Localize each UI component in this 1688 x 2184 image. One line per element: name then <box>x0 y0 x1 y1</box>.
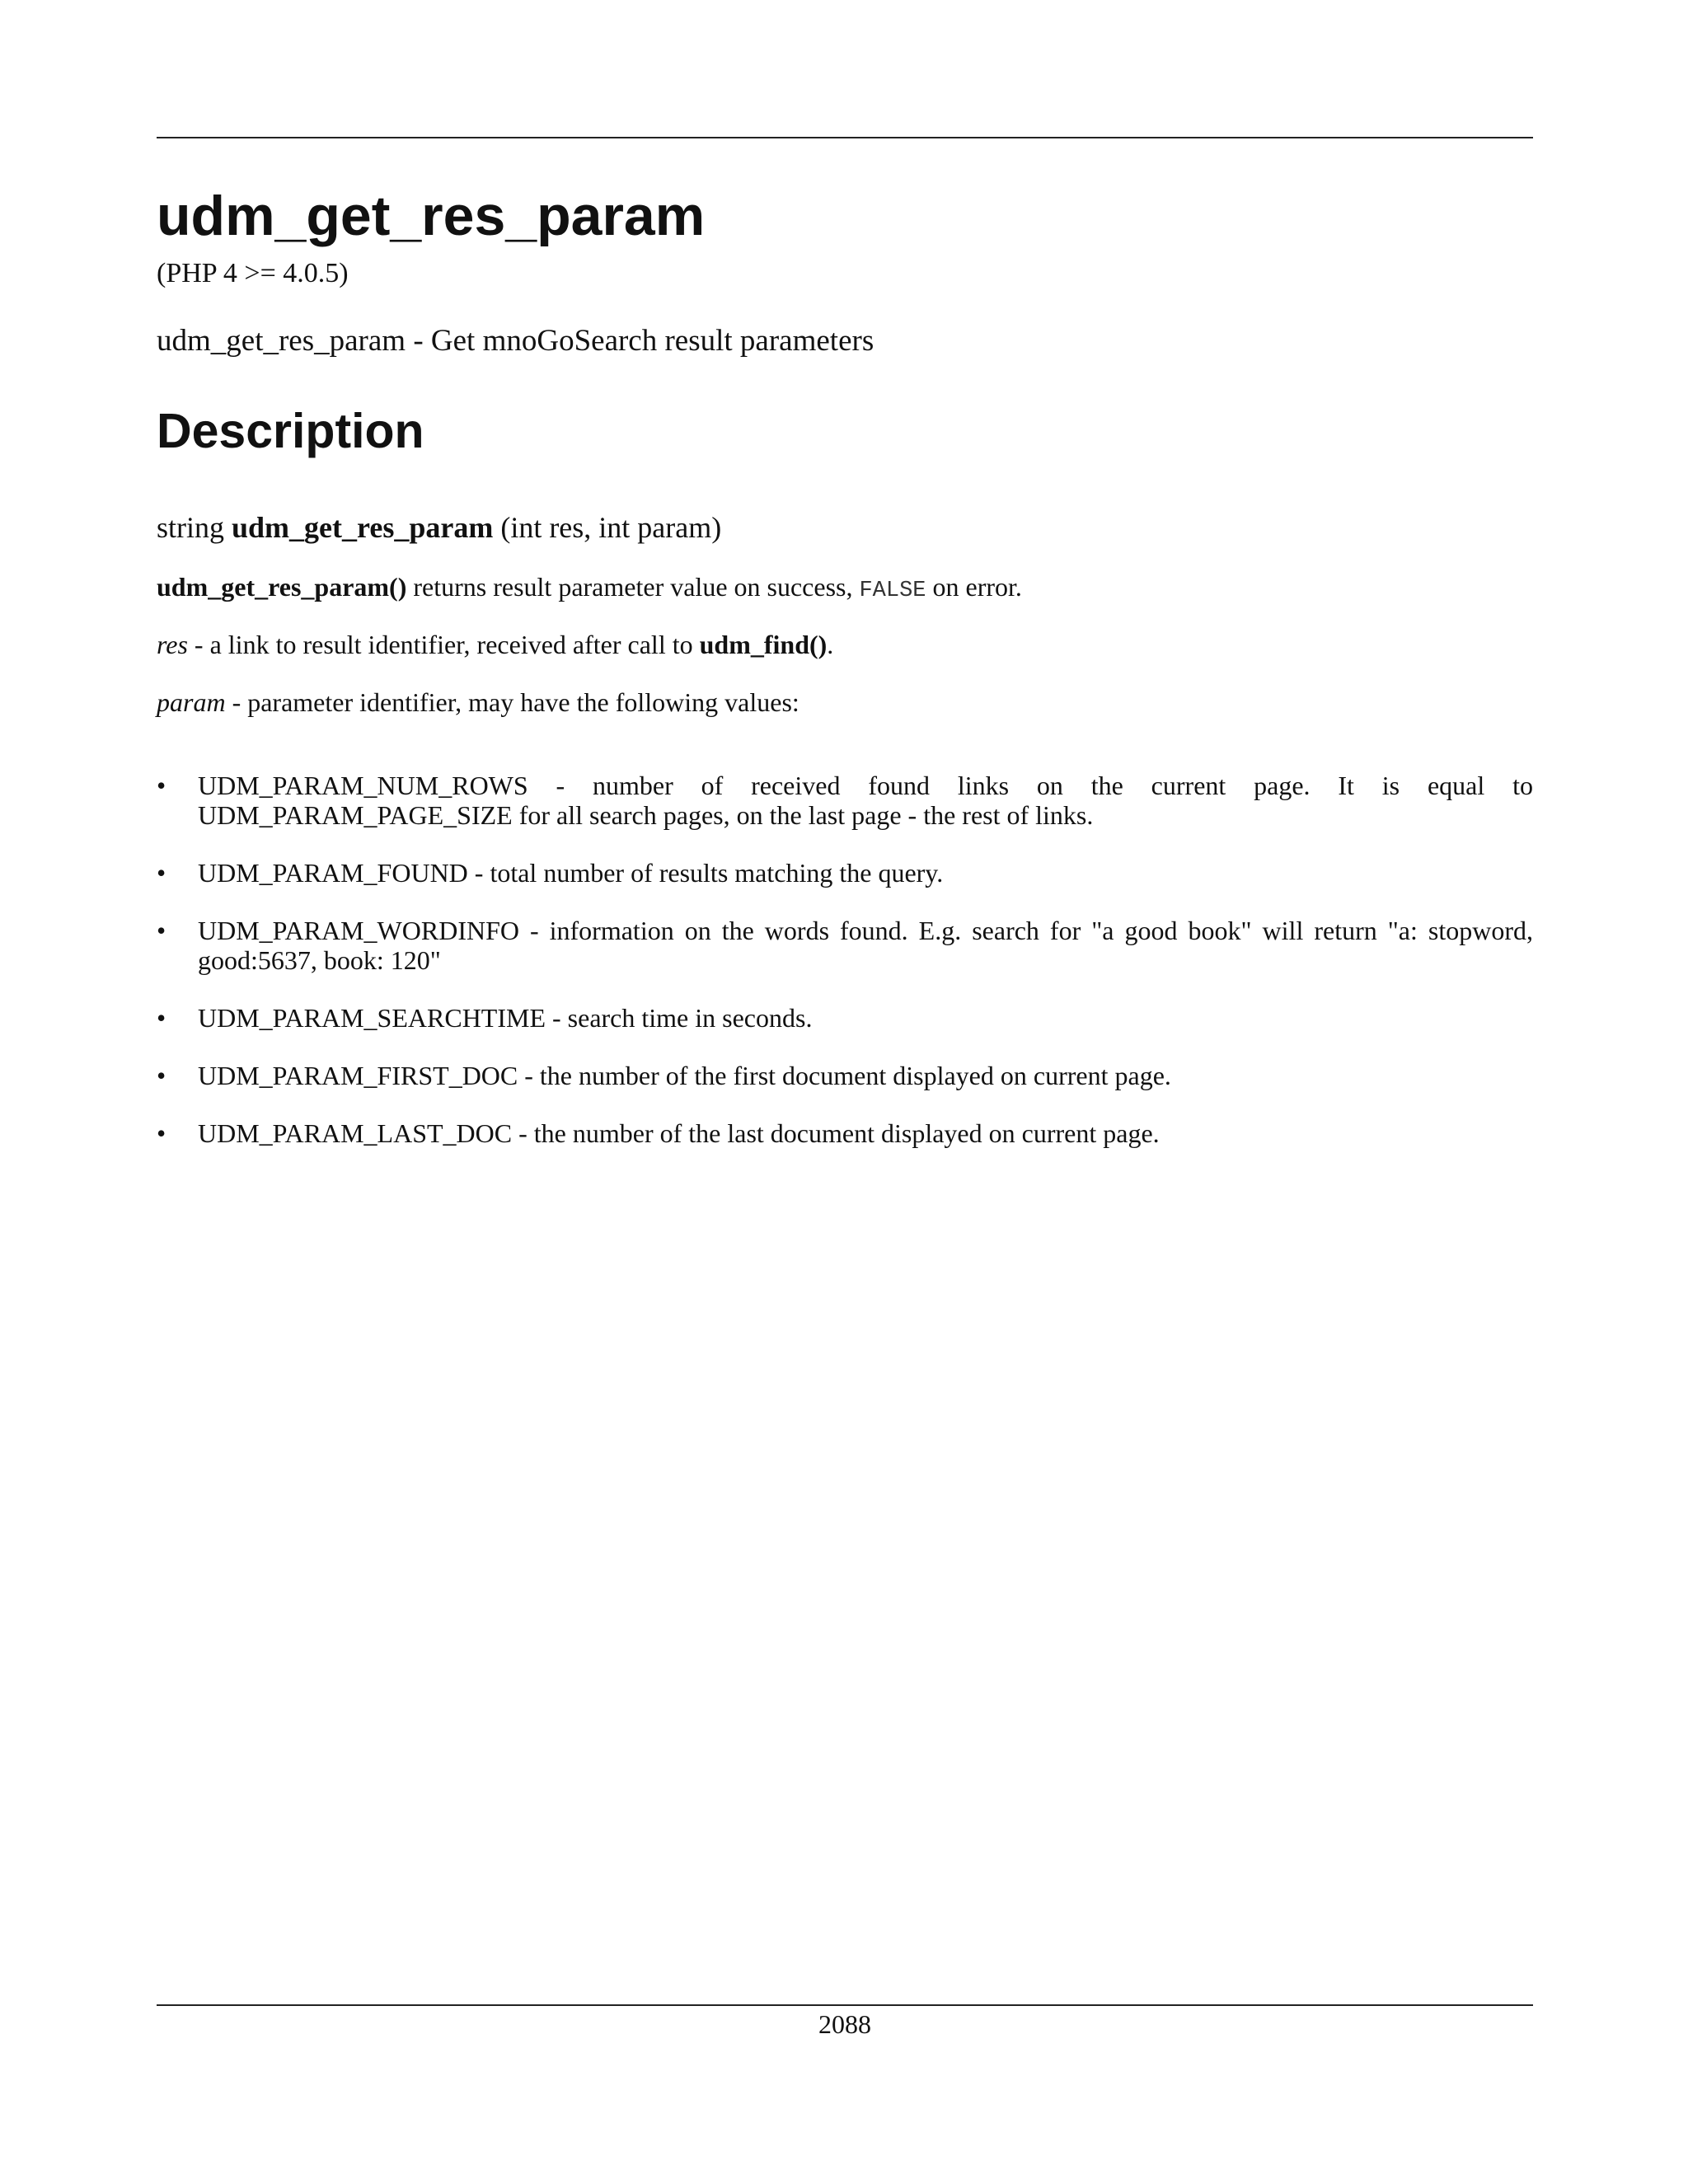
list-item-text: UDM_PARAM_FIRST_DOC - the number of the first document displayed on current page. <box>198 1061 1171 1090</box>
returns-text-after: on error. <box>926 572 1022 602</box>
function-params: (int res, int param) <box>500 511 722 544</box>
param-param-text: - parameter identifier, may have the following values: <box>225 687 799 717</box>
list-item <box>157 916 1533 975</box>
list-item-text: UDM_PARAM_WORDINFO - information on the words found. E.g. search for "a good book" will return "a: stopword, good:5637, book: 120" <box>198 916 1533 975</box>
list-item <box>157 1061 1533 1090</box>
list-item <box>157 771 1533 830</box>
udm-find-link: udm_find() <box>699 630 828 659</box>
bullet-icon: • <box>157 1003 166 1033</box>
list-item-text: UDM_PARAM_SEARCHTIME - search time in seconds. <box>198 1003 813 1033</box>
list-item <box>157 1003 1533 1033</box>
version-info: (PHP 4 >= 4.0.5) <box>157 258 349 288</box>
list-item-text: UDM_PARAM_FOUND - total number of results matching the query. <box>198 858 944 888</box>
return-type: string <box>157 511 225 544</box>
returns-paragraph <box>157 571 1022 604</box>
list-item-text: UDM_PARAM_NUM_ROWS - number of received found links on the current page. It is equal to UDM_PARAM_PAGE_SIZE for all search pages, on the last page - the rest of links. <box>198 771 1533 830</box>
bullet-icon: • <box>157 1061 166 1090</box>
page-number: 2088 <box>818 2009 871 2039</box>
section-heading-description: Description <box>157 404 424 458</box>
returns-text-before: returns result parameter value on success, <box>406 572 860 602</box>
param-param-paragraph <box>157 687 799 718</box>
list-item <box>157 858 1533 888</box>
res-param-paragraph <box>157 629 833 660</box>
res-param-name: res <box>157 630 188 659</box>
list-item <box>157 1118 1533 1148</box>
footer-rule <box>157 2004 1533 2006</box>
bullet-icon: • <box>157 771 166 800</box>
header-rule <box>157 137 1533 138</box>
function-name: udm_get_res_param <box>232 511 494 544</box>
list-item-text: UDM_PARAM_LAST_DOC - the number of the last document displayed on current page. <box>198 1118 1160 1148</box>
page-title: udm_get_res_param <box>157 185 706 247</box>
bullet-icon: • <box>157 858 166 888</box>
returns-function-name: udm_get_res_param() <box>157 572 407 602</box>
function-synopsis <box>157 510 721 546</box>
bullet-icon: • <box>157 916 166 945</box>
refpurpose: udm_get_res_param - Get mnoGoSearch result parameters <box>157 324 874 358</box>
bullet-icon: • <box>157 1118 166 1148</box>
param-values-list <box>157 771 1533 1176</box>
param-param-name: param <box>157 687 226 717</box>
res-param-end: . <box>827 630 834 659</box>
false-constant: FALSE <box>859 579 926 603</box>
document-page <box>157 0 1533 2184</box>
res-param-text: - a link to result identifier, received after call to <box>187 630 700 659</box>
